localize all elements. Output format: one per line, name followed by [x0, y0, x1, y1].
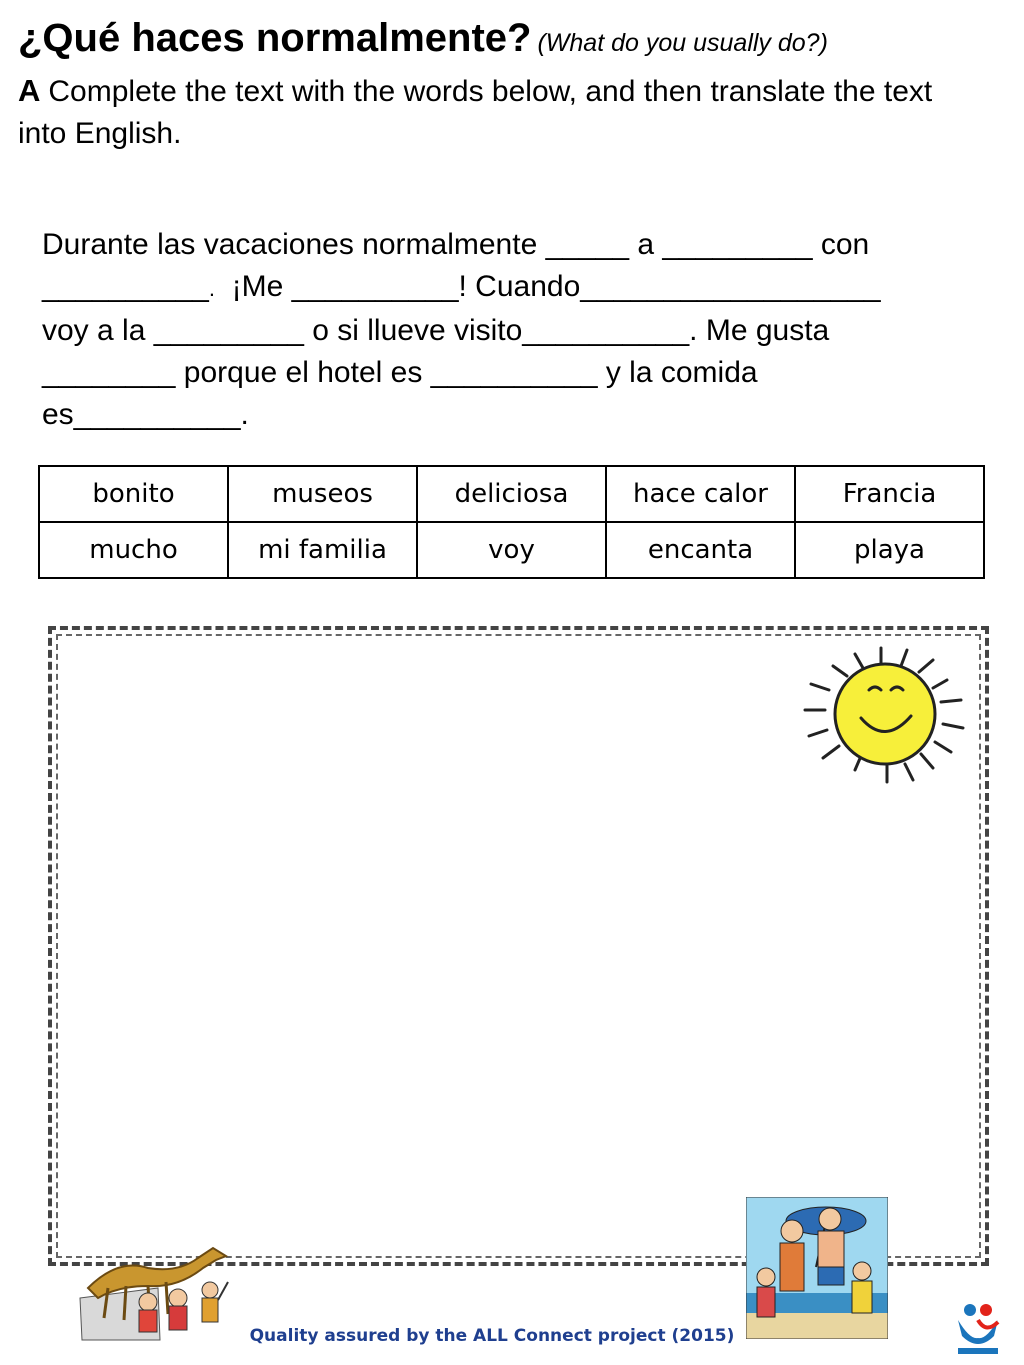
word-cell: encanta: [606, 522, 795, 578]
word-cell: voy: [417, 522, 606, 578]
word-cell: museos: [228, 466, 417, 522]
instructions-text: Complete the text with the words below, and then translate the text into English.: [18, 75, 933, 150]
passage-line: ________ porque el hotel es __________ y la comida: [42, 356, 758, 389]
title-spanish: ¿Qué haces normalmente?: [18, 16, 532, 60]
sun-icon: [795, 640, 975, 790]
instructions: [18, 70, 978, 155]
word-cell: hace calor: [606, 466, 795, 522]
passage-text: ¡Me __________! Cuando__________________: [231, 270, 881, 303]
word-cell: playa: [795, 522, 984, 578]
cloze-passage: [42, 224, 1002, 436]
passage-period: .: [208, 276, 215, 301]
word-cell: deliciosa: [417, 466, 606, 522]
table-row: [39, 466, 984, 522]
passage-line: es__________.: [42, 398, 249, 431]
footer-credit: Quality assured by the ALL Connect project (2015): [249, 1326, 735, 1346]
passage-line: Durante las vacaciones normalmente _____ a _________ con: [42, 228, 870, 261]
table-row: [39, 522, 984, 578]
exercise-letter: A: [18, 73, 41, 108]
passage-line: [42, 266, 1002, 310]
word-cell: mi familia: [228, 522, 417, 578]
word-cell: Francia: [795, 466, 984, 522]
passage-line: voy a la _________ o si llueve visito__________. Me gusta: [42, 314, 830, 347]
passage-blank: __________: [42, 270, 209, 303]
word-bank-table: [38, 465, 985, 579]
page-title: [18, 14, 828, 67]
beach-family-icon: [746, 1197, 888, 1339]
title-english: (What do you usually do?): [537, 29, 828, 57]
word-cell: mucho: [39, 522, 228, 578]
word-cell: bonito: [39, 466, 228, 522]
